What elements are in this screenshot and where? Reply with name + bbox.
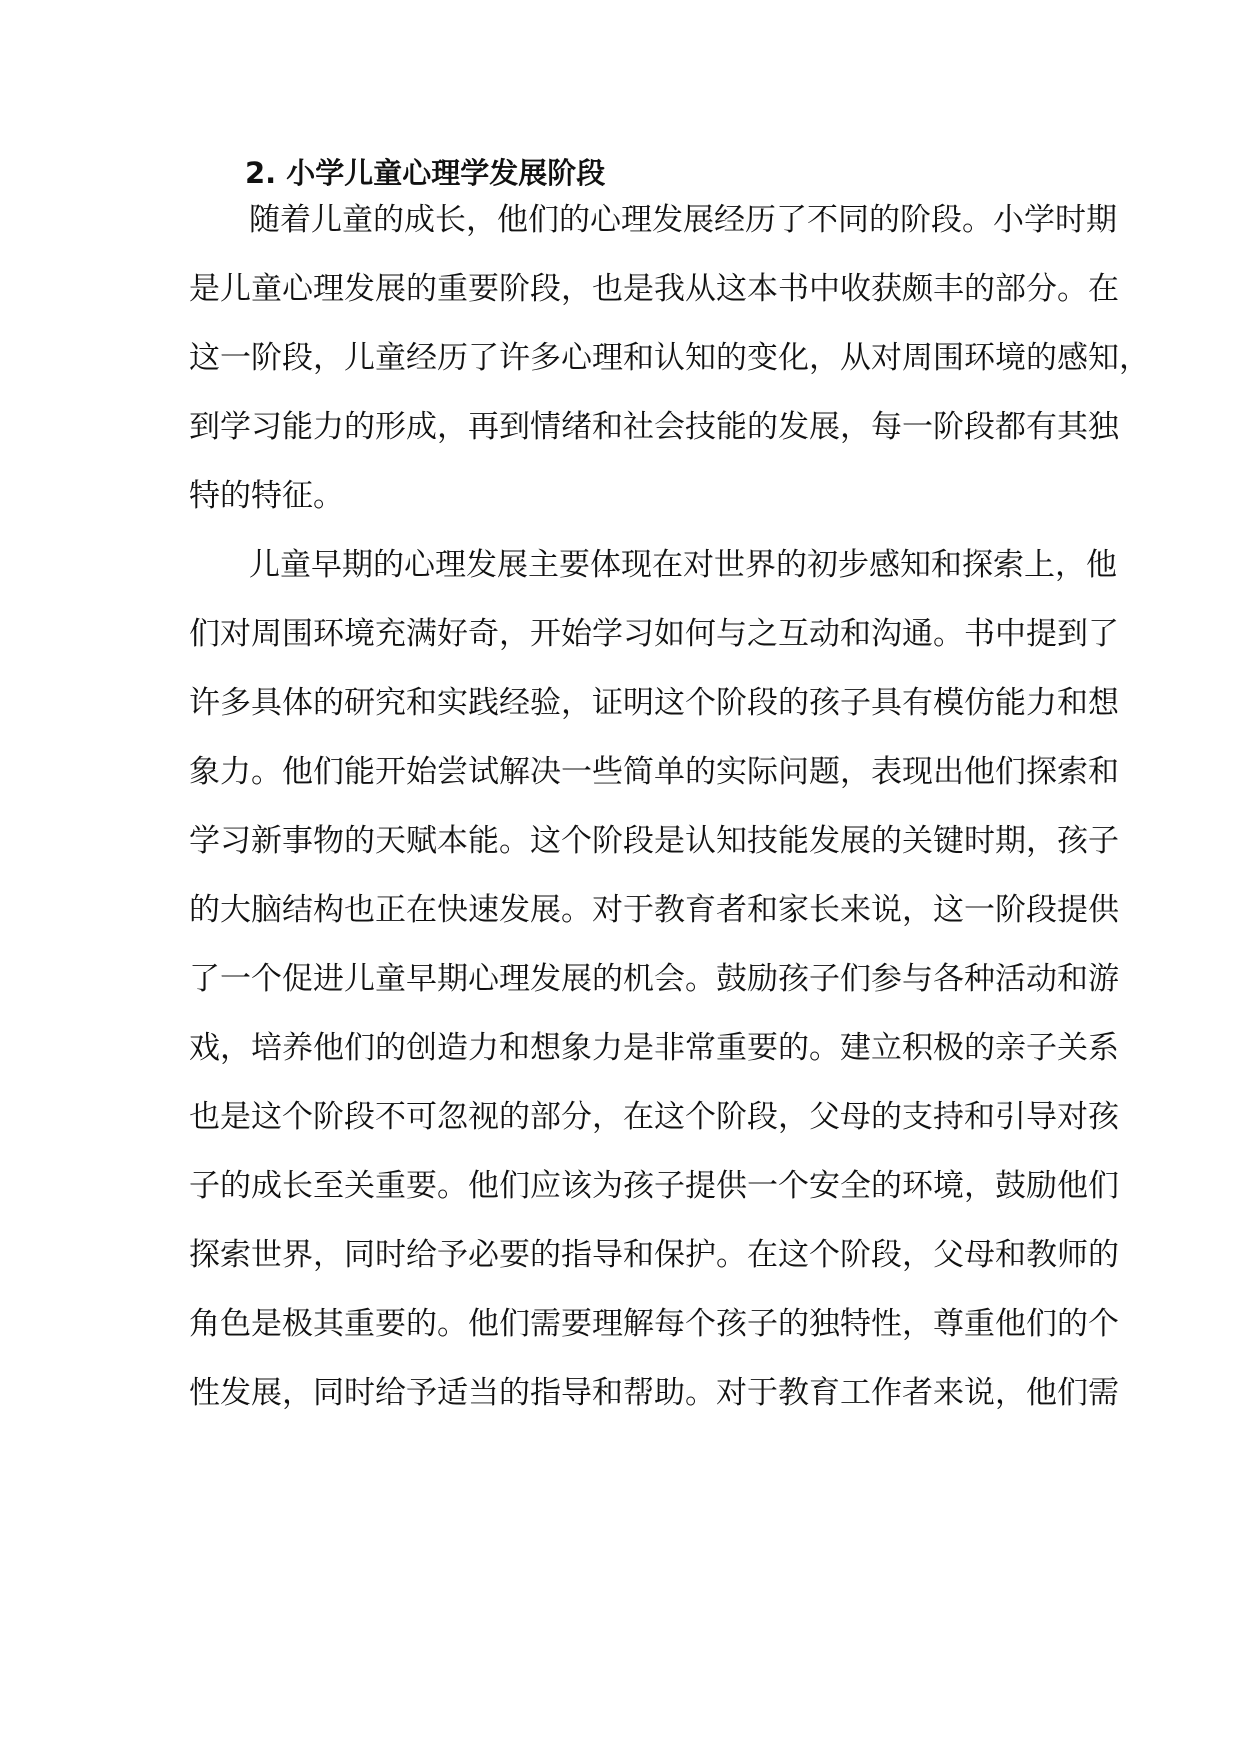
paragraph-line: 的大脑结构也正在快速发展。对于教育者和家长来说，这一阶段提供 [189, 892, 1119, 928]
paragraph-line: 子的成长至关重要。他们应该为孩子提供一个安全的环境，鼓励他们 [189, 1168, 1119, 1204]
section-heading: 2. 小学儿童心理学发展阶段 [245, 156, 606, 190]
paragraph-line: 戏，培养他们的创造力和想象力是非常重要的。建立积极的亲子关系 [189, 1030, 1119, 1066]
paragraph-line: 也是这个阶段不可忽视的部分，在这个阶段，父母的支持和引导对孩 [189, 1099, 1119, 1135]
paragraph-line: 到学习能力的形成，再到情绪和社会技能的发展，每一阶段都有其独 [189, 409, 1119, 445]
paragraph-line: 们对周围环境充满好奇，开始学习如何与之互动和沟通。书中提到了 [189, 616, 1119, 652]
paragraph-line: 随着儿童的成长，他们的心理发展经历了不同的阶段。小学时期 [249, 202, 1117, 238]
paragraph-line: 角色是极其重要的。他们需要理解每个孩子的独特性，尊重他们的个 [189, 1306, 1119, 1342]
paragraph-line: 这一阶段，儿童经历了许多心理和认知的变化，从对周围环境的感知， [189, 340, 1150, 376]
paragraph-line: 学习新事物的天赋本能。这个阶段是认知技能发展的关键时期，孩子 [189, 823, 1119, 859]
paragraph-line: 性发展，同时给予适当的指导和帮助。对于教育工作者来说，他们需 [189, 1375, 1119, 1411]
paragraph-line: 儿童早期的心理发展主要体现在对世界的初步感知和探索上，他 [249, 547, 1117, 583]
paragraph-line: 探索世界，同时给予必要的指导和保护。在这个阶段，父母和教师的 [189, 1237, 1119, 1273]
paragraph-line: 象力。他们能开始尝试解决一些简单的实际问题，表现出他们探索和 [189, 754, 1119, 790]
paragraph-line: 许多具体的研究和实践经验，证明这个阶段的孩子具有模仿能力和想 [189, 685, 1119, 721]
paragraph-line: 是儿童心理发展的重要阶段，也是我从这本书中收获颇丰的部分。在 [189, 271, 1119, 307]
paragraph-line: 了一个促进儿童早期心理发展的机会。鼓励孩子们参与各种活动和游 [189, 961, 1119, 997]
paragraph-line: 特的特征。 [189, 478, 344, 514]
